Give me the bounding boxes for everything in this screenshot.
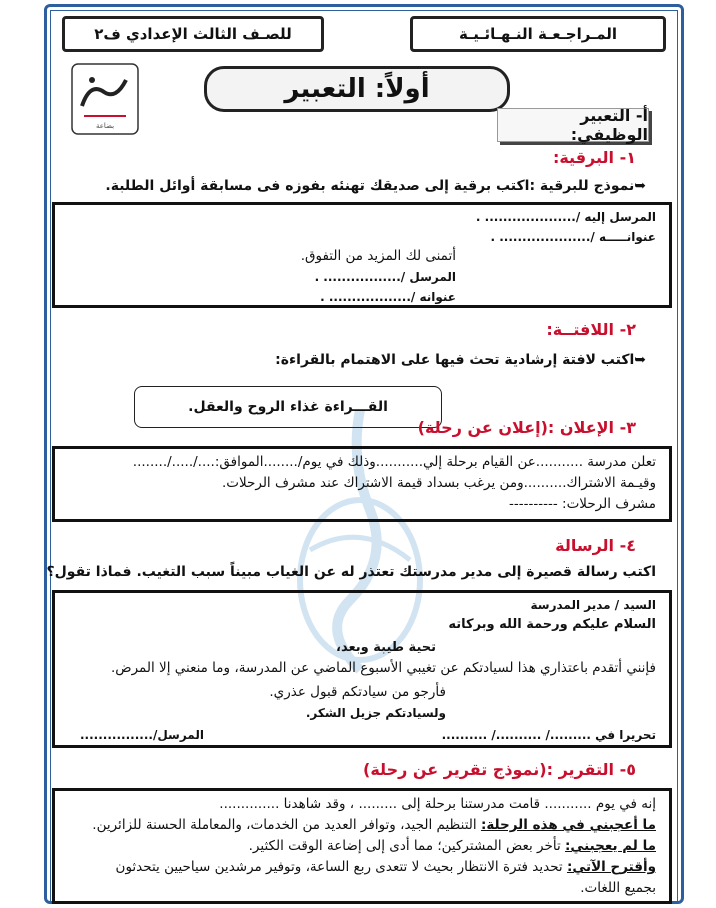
functional-expression-heading: أ- التعبير الوظيفي: bbox=[497, 108, 649, 142]
letter-to: السيد / مدير المدرسة bbox=[530, 598, 656, 612]
letter-greeting: السلام عليكم ورحمة الله وبركاته bbox=[448, 617, 656, 632]
header-final-review: المـراجـعـة النـهـائـيـة bbox=[410, 16, 666, 52]
header-grade: للصـف الثالث الإعدادي ف٢ bbox=[62, 16, 324, 52]
telegram-to: المرسل إليه /.................... . bbox=[475, 210, 656, 224]
letter-heading: ٤- الرسالة bbox=[555, 536, 636, 555]
report-line1: إنه في يوم ........... قامت مدرستنا برحلة إلى ......... ، وقد شاهدنا .............. bbox=[219, 796, 656, 812]
telegram-prompt: ➥نموذج للبرقية :اكتب برقية إلى صديقك تهنئه بفوزه فى مسابقة أوائل الطلبة. bbox=[105, 178, 646, 194]
letter-body2: فأرجو من سيادتكم قبول عذري. bbox=[269, 684, 446, 700]
section-title-expression: أولاً: التعبير bbox=[204, 66, 510, 112]
poster-heading: ٢- اللافتــة: bbox=[546, 320, 636, 339]
svg-text:بضاعة: بضاعة bbox=[95, 122, 115, 130]
report-disliked: ما لم يعجبني: تأخر بعض المشتركين؛ مما أدى إلى إضاعة الوقت الكثير. bbox=[248, 838, 656, 854]
letter-date: تحريرا في ........./ ........../ .......... bbox=[441, 728, 656, 742]
telegram-heading: ١- البرقية: bbox=[552, 148, 636, 167]
arrow-bullet-icon: ➥ bbox=[634, 352, 646, 368]
report-suggest-cont: بجميع اللغات. bbox=[580, 880, 656, 896]
arrow-bullet-icon: ➥ bbox=[634, 178, 646, 194]
announcement-line2: وقيـمة الاشتراك..........ومن يرغب بسداد قيمة الاشتراك عند مشرف الرحلات. bbox=[221, 475, 656, 491]
letter-sender: المرسل/................ bbox=[80, 728, 204, 742]
poster-prompt: ➥اكتب لافتة إرشادية تحث فيها على الاهتمام بالقراءة: bbox=[275, 352, 646, 368]
report-heading: ٥- التقرير :(نموذج تقرير عن رحلة) bbox=[363, 760, 636, 779]
announcement-heading: ٣- الإعلان :(إعلان عن رحلة) bbox=[417, 418, 636, 437]
telegram-body: أتمنى لك المزيد من التفوق. bbox=[300, 248, 456, 264]
letter-closing: ولسيادتكم جزيل الشكر. bbox=[305, 706, 446, 720]
report-liked: ما أعجبني في هذه الرحلة: التنظيم الجيد، وتوافر العديد من الخدمات، والمعاملة الحسنة للزائرين. bbox=[92, 817, 656, 833]
announcement-line1: تعلن مدرسة ...........عن القيام برحلة إلي...........وذلك في يوم/........الموافق:..../...../........ bbox=[132, 454, 656, 470]
announcement-line3: مشرف الرحلات: ---------- bbox=[509, 496, 656, 512]
report-suggest: وأقترح الآتي: تحديد فترة الانتظار بحيث لا تتعدى ربع الساعة، وتوفير مرشدين سياحيين يتحدثون bbox=[115, 859, 656, 875]
poster-slogan-box: القـــراءة غذاء الروح والعقل. bbox=[134, 386, 442, 428]
telegram-sender: المرسل /................. . bbox=[314, 270, 456, 284]
letter-opening: تحية طيبة وبعد، bbox=[336, 640, 436, 655]
letter-body1: فإنني أتقدم باعتذاري هذا لسيادتكم عن تغيبي الأسبوع الماضي عن المدرسة، وما منعني إلا المرض. bbox=[110, 660, 656, 676]
brand-logo bbox=[66, 60, 144, 138]
letter-prompt: اكتب رسالة قصيرة إلى مدير مدرستك تعتذر له عن الغياب مبيناً سبب التغيب. فماذا تقول؟ bbox=[46, 564, 656, 580]
logo-icon bbox=[70, 62, 140, 136]
telegram-sender-address: عنوانه /.................. . bbox=[320, 290, 456, 304]
telegram-address: عنوانـــــه /.................... . bbox=[490, 230, 656, 244]
